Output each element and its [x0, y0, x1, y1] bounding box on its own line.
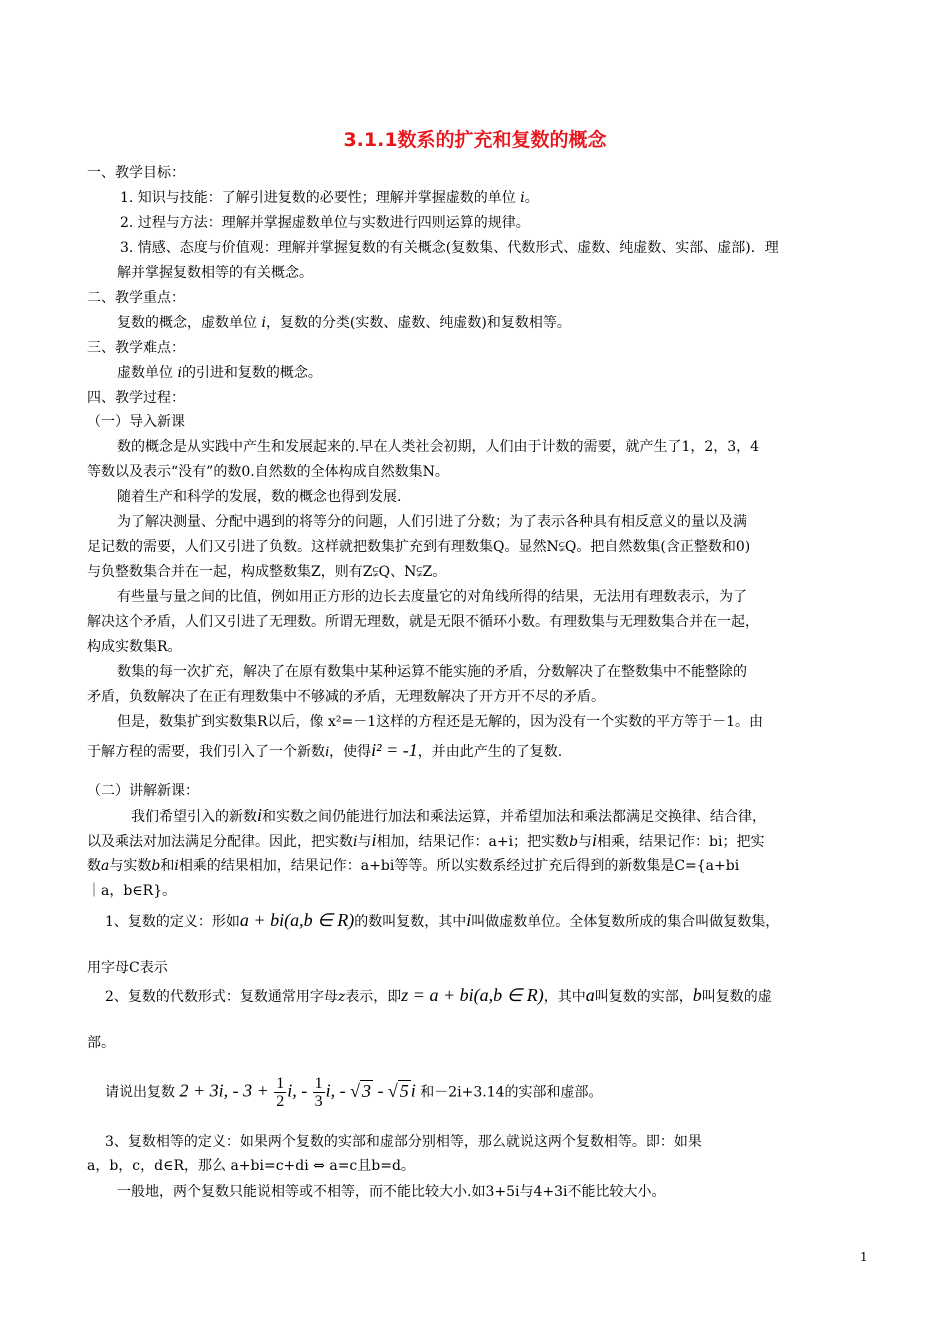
definition-3: 3、复数相等的定义：如果两个复数的实部和虚部分别相等，那么就说这两个复数相等。即：如果: [105, 1134, 702, 1150]
page-title: 3.1.1数系的扩充和复数的概念: [343, 129, 607, 151]
paragraph-line: 数a与实数b和i相乘的结果相加，结果记作：a+bi等等。所以实数系经过扩充后得到的新数集是C={a+bi: [87, 858, 740, 874]
paragraph-line: 数的概念是从实践中产生和发展起来的.早在人类社会初期，人们由于计数的需要，就产生了1，2，3，4: [117, 439, 760, 455]
section2-body: 复数的概念，虚数单位 i，复数的分类(实数、虚数、纯虚数)和复数相等。: [117, 315, 571, 331]
paragraph-line: 一般地，两个复数只能说相等或不相等，而不能比较大小.如3+5i与4+3i不能比较大小。: [117, 1184, 666, 1200]
algebraic-form-formula: z = a + bi(a,b ∈ R): [401, 985, 544, 1005]
subsection-intro: （一）导入新课: [87, 414, 185, 430]
paragraph-line: 等数以及表示“没有”的数0.自然数的全体构成自然数集N。: [87, 464, 449, 480]
definition-1-cont: 用字母C表示: [87, 960, 168, 976]
paragraph-line: ｜a，b∈R}。: [87, 883, 177, 899]
section2-heading: 二、教学重点：: [87, 290, 185, 306]
paragraph-line: 数集的每一次扩充，解决了在原有数集中某种运算不能实施的矛盾，分数解决了在整数集中不能整除的: [117, 664, 747, 680]
definition-2-cont: 部。: [87, 1035, 115, 1051]
paragraph-line: 构成实数集R。: [87, 639, 182, 655]
paragraph-line: 于解方程的需要，我们引入了一个新数i，使得i² = -1，并由此产生的了复数.: [87, 740, 563, 760]
complex-form-formula: a + bi(a,b ∈ R): [239, 910, 355, 930]
paragraph-line: 我们希望引入的新数i和实数之间仍能进行加法和乘法运算，并希望加法和乘法都满足交换律、结合律，: [131, 805, 767, 825]
sqrt-three: 3: [362, 1080, 371, 1101]
sqrt-five: 5: [399, 1080, 409, 1101]
goal-item-3-cont: 解并掌握复数相等的有关概念。: [117, 265, 313, 281]
paragraph-line: 矛盾，负数解决了在正有理数集中不够减的矛盾，无理数解决了开方开不尽的矛盾。: [87, 689, 605, 705]
equation-i-squared: i² = -1: [371, 740, 418, 760]
fraction-one-half: $\frac{1}{2}$: [276, 1075, 285, 1110]
subsection-lecture: （二）讲解新课：: [87, 783, 199, 799]
section1-heading: 一、教学目标：: [87, 165, 185, 181]
section3-body: 虚数单位 i的引进和复数的概念。: [117, 365, 322, 381]
definition-2: 2、复数的代数形式：复数通常用字母z表示，即z = a + bi(a,b ∈ R)，其中a叫复数的实部，b叫复数的虚: [105, 985, 772, 1005]
paragraph-line: 解决这个矛盾，人们又引进了无理数。所谓无理数，就是无限不循环小数。有理数集与无理数集合并在一起，: [87, 614, 759, 630]
paragraph-line: 为了解决测量、分配中遇到的将等分的问题，人们引进了分数；为了表示各种具有相反意义的量以及满: [117, 514, 747, 530]
goal-item-1: 1. 知识与技能：了解引进复数的必要性；理解并掌握虚数的单位 i。: [120, 190, 539, 206]
paragraph-line: 有些量与量之间的比值，例如用正方形的边长去度量它的对角线所得的结果，无法用有理数表示，为了: [117, 589, 747, 605]
page-number: 1: [860, 1250, 868, 1264]
definition-1: 1、复数的定义：形如a + bi(a,b ∈ R)的数叫复数，其中i叫做虚数单位。全体复数所成的集合叫做复数集，: [105, 910, 780, 930]
paragraph-line: 但是，数集扩到实数集R以后，像 x²=－1这样的方程还是无解的，因为没有一个实数的平方等于－1。由: [117, 714, 764, 730]
definition-3-cont: a，b，c，d∈R，那么 a+bi=c+di ⇔ a=c且b=d。: [87, 1158, 415, 1174]
paragraph-line: 随着生产和科学的发展，数的概念也得到发展.: [117, 489, 402, 505]
section4-heading: 四、教学过程：: [87, 390, 185, 406]
fraction-one-third: $\frac{1}{3}$: [314, 1075, 323, 1110]
section3-heading: 三、教学难点：: [87, 340, 185, 356]
question-line: 请说出复数 2 + 3i, - 3 + $\frac{1}{2}$ i, - $\frac{1}{3}$ i, - √ 3 - √ 5 i 和－2i+3.14的实部和虚部。: [105, 1075, 603, 1110]
paragraph-line: 足记数的需要，人们又引进了负数。这样就把数集扩充到有理数集Q。显然N⫋Q。把自然数集(含正整数和0): [87, 539, 751, 555]
paragraph-line: 以及乘法对加法满足分配律。因此，把实数i与i相加，结果记作：a+i；把实数b与i相乘，结果记作：bi；把实: [87, 830, 765, 850]
goal-item-3: 3. 情感、态度与价值观：理解并掌握复数的有关概念(复数集、代数形式、虚数、纯虚数、实部、虚部)．理: [120, 240, 779, 256]
paragraph-line: 与负整数集合并在一起，构成整数集Z，则有Z⫋Q、N⫋Z。: [87, 564, 447, 580]
goal-item-2: 2. 过程与方法：理解并掌握虚数单位与实数进行四则运算的规律。: [120, 215, 530, 231]
